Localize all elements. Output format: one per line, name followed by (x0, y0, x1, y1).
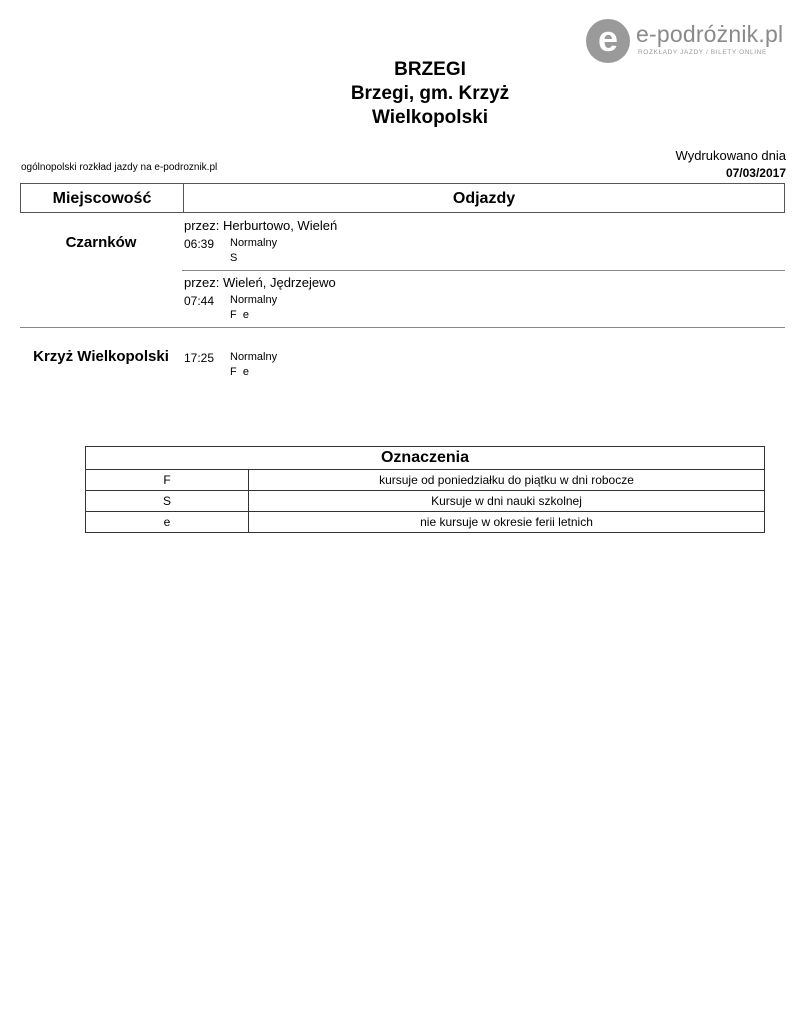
source-note: ogólnopolski rozkład jazdy na e-podroznik.pl (21, 162, 218, 173)
legend-description: nie kursuje w okresie ferii letnich (420, 515, 593, 529)
route-via: przez: Herburtowo, Wieleń (184, 218, 338, 233)
column-header-departures: Odjazdy (452, 190, 516, 207)
legend-code: e (86, 512, 249, 532)
departure-type: Normalny (230, 237, 278, 249)
timetable-header (20, 183, 785, 213)
printed-date: 07/03/2017 (725, 166, 786, 180)
departure-time: 06:39 (184, 237, 215, 251)
brand-tagline: ROZKŁADY JAZDY / BILETY ONLINE (638, 49, 767, 56)
printed-label: Wydrukowano dnia (675, 148, 786, 163)
destination-divider (20, 327, 785, 328)
column-header-place: Miejscowość (52, 190, 152, 207)
route-divider (182, 270, 785, 271)
departure-marks: F e (230, 366, 249, 378)
legend-code: F (86, 470, 249, 490)
departure-marks: F e (230, 309, 249, 321)
logo-e-icon: e (586, 19, 630, 63)
legend-code: S (86, 491, 249, 511)
departure-time: 17:25 (184, 351, 215, 365)
stop-title: BRZEGI (394, 59, 466, 80)
destination-name: Czarnków (65, 234, 137, 251)
departure-time: 07:44 (184, 294, 215, 308)
legend-row (86, 511, 764, 532)
legend-table (85, 446, 765, 533)
departure-type: Normalny (230, 294, 278, 306)
legend-description: Kursuje w dni nauki szkolnej (431, 494, 582, 508)
legend-description: kursuje od poniedziałku do piątku w dni robocze (379, 473, 634, 487)
stop-subtitle-line2: Wielkopolski (372, 107, 488, 128)
legend-title: Oznaczenia (86, 447, 764, 470)
stop-subtitle-line1: Brzegi, gm. Krzyż (350, 83, 510, 104)
departure-marks: S (230, 252, 238, 264)
destination-name: Krzyż Wielkopolski (33, 348, 169, 365)
route-via: przez: Wieleń, Jędrzejewo (184, 275, 336, 290)
legend-row (86, 470, 764, 490)
brand-logo[interactable] (586, 18, 791, 64)
departure-type: Normalny (230, 351, 278, 363)
brand-name: e-podróżnik.pl (636, 21, 784, 47)
legend-row (86, 490, 764, 511)
